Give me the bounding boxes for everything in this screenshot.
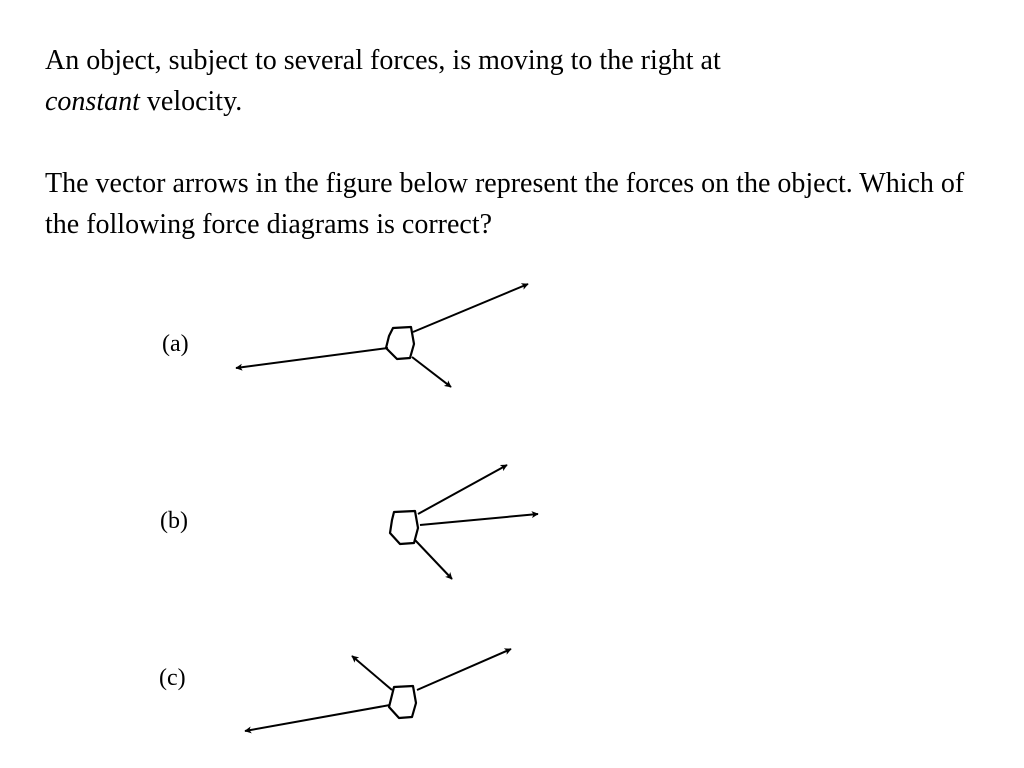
force-arrow-left bbox=[236, 348, 388, 368]
question-line-1: An object, subject to several forces, is moving to the right at bbox=[45, 45, 721, 76]
force-diagram-c[interactable] bbox=[245, 649, 511, 731]
constant-emphasis: constant bbox=[45, 86, 140, 117]
question-line-1-tail: velocity. bbox=[139, 86, 243, 117]
object-box bbox=[390, 511, 418, 544]
option-c-label[interactable]: (c) bbox=[159, 665, 186, 691]
force-diagram-b[interactable] bbox=[390, 465, 538, 579]
force-arrow-up-right bbox=[413, 284, 528, 332]
object-box bbox=[386, 327, 414, 359]
force-arrow-up-left bbox=[352, 656, 392, 690]
force-arrow-up-right bbox=[417, 649, 511, 690]
question-paragraph-2: The vector arrows in the figure below represent the forces on the object. Which of the following force diagrams is correct? bbox=[45, 168, 965, 240]
force-arrow-left bbox=[245, 705, 390, 731]
force-arrow-up-right bbox=[418, 465, 507, 514]
force-diagram-a[interactable] bbox=[236, 284, 528, 387]
force-arrow-right bbox=[420, 514, 538, 525]
force-arrow-down-right bbox=[412, 357, 451, 387]
object-box bbox=[389, 686, 416, 718]
force-arrow-down-right bbox=[415, 540, 452, 579]
option-a-label[interactable]: (a) bbox=[162, 331, 189, 357]
option-b-label[interactable]: (b) bbox=[160, 508, 188, 534]
